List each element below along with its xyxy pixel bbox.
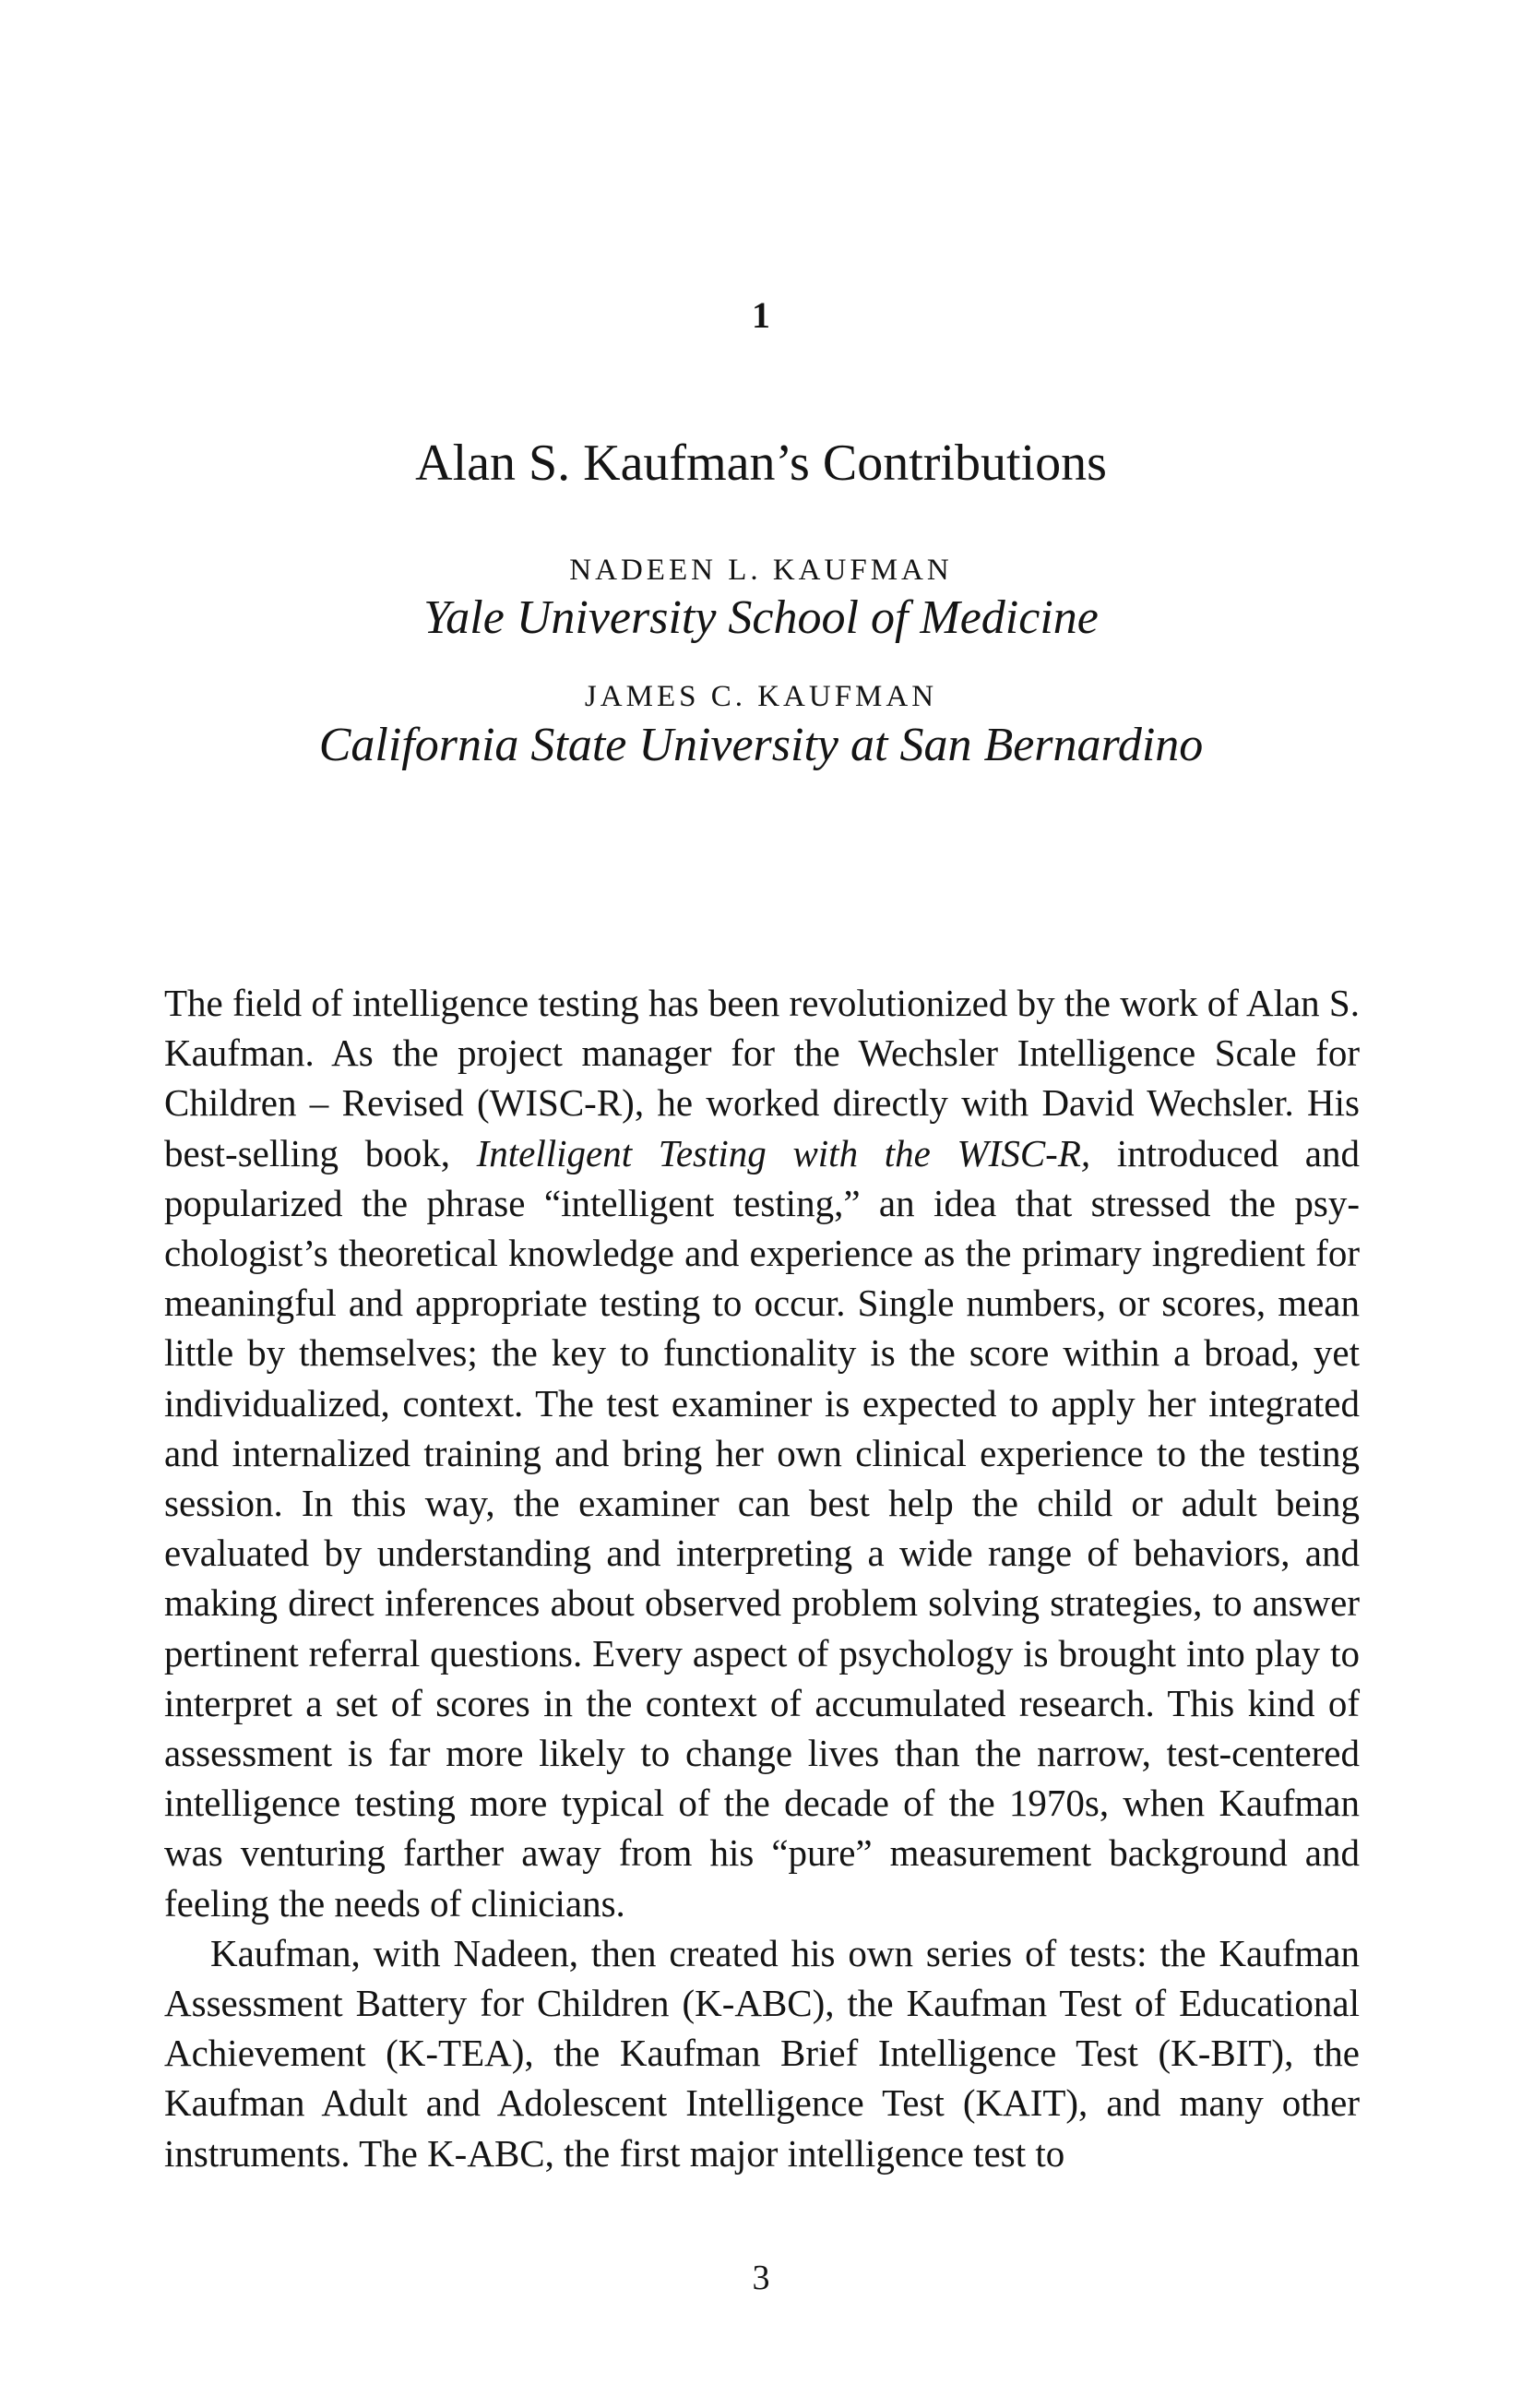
paragraph-text: The field of intelligence testing has been revolutionized by the work of Alan S. Kaufman. As the project manager for the Wechsler Intelligence Scale for Children – Revised (WISC-R), he worked directly with David Wechsler. His best-selling book,	[164, 982, 1360, 1174]
author-affiliation: California State University at San Bernardino	[318, 719, 1204, 771]
paragraph: Kaufman, with Nadeen, then created his own series of tests: the Kaufman Assessment Battery for Children (K-ABC), the Kaufman Test of Educational Achievement (K-TEA), the Kaufman Brief Intelligence Test (K-BIT), the Kaufman Adult and Adolescent Intelligence Test (KAIT), and many other instruments. The K-ABC, the first major intelligence test to	[164, 1931, 1360, 2175]
chapter-number: 1	[752, 294, 770, 336]
author-name: JAMES C. KAUFMAN	[584, 680, 938, 713]
author-name: NADEEN L. KAUFMAN	[569, 554, 953, 587]
author-affiliation: Yale University School of Medicine	[423, 591, 1099, 644]
paragraph-text: introduced and popularized the phrase “intelligent testing,” an idea that stressed the psychologist’s theoretical knowledge and experience as the primary ingredient for meaningful and appropriate testing to occur. Single numbers, or scores, mean little by themselves; the key to functionality is the score within a broad, yet individualized, context. The test examiner is expected to apply her integrated and internalized training and bring her own clinical experience to the testing session. In this way, the examiner can best help the child or adult being evaluated by understanding and interpreting a wide range of behaviors, and making direct inferences about observed problem solving strategies, to answer pertinent referral questions. Every aspect of psychology is brought into play to interpret a set of scores in the context of accumulated research. This kind of assessment is far more likely to change lives than the narrow, test-centered intelligence testing more typical of the decade of the 1970s, when Kaufman was venturing farther away from his “pure” measurement background and feeling the needs of clinicians.	[164, 1131, 1360, 1925]
body-text	[164, 978, 1360, 2178]
paragraph	[164, 978, 1360, 1928]
book-title: Intelligent Testing with the WISC-R,	[476, 1131, 1091, 1174]
page-number: 3	[752, 2259, 770, 2297]
chapter-title: Alan S. Kaufman’s Contributions	[415, 435, 1107, 492]
